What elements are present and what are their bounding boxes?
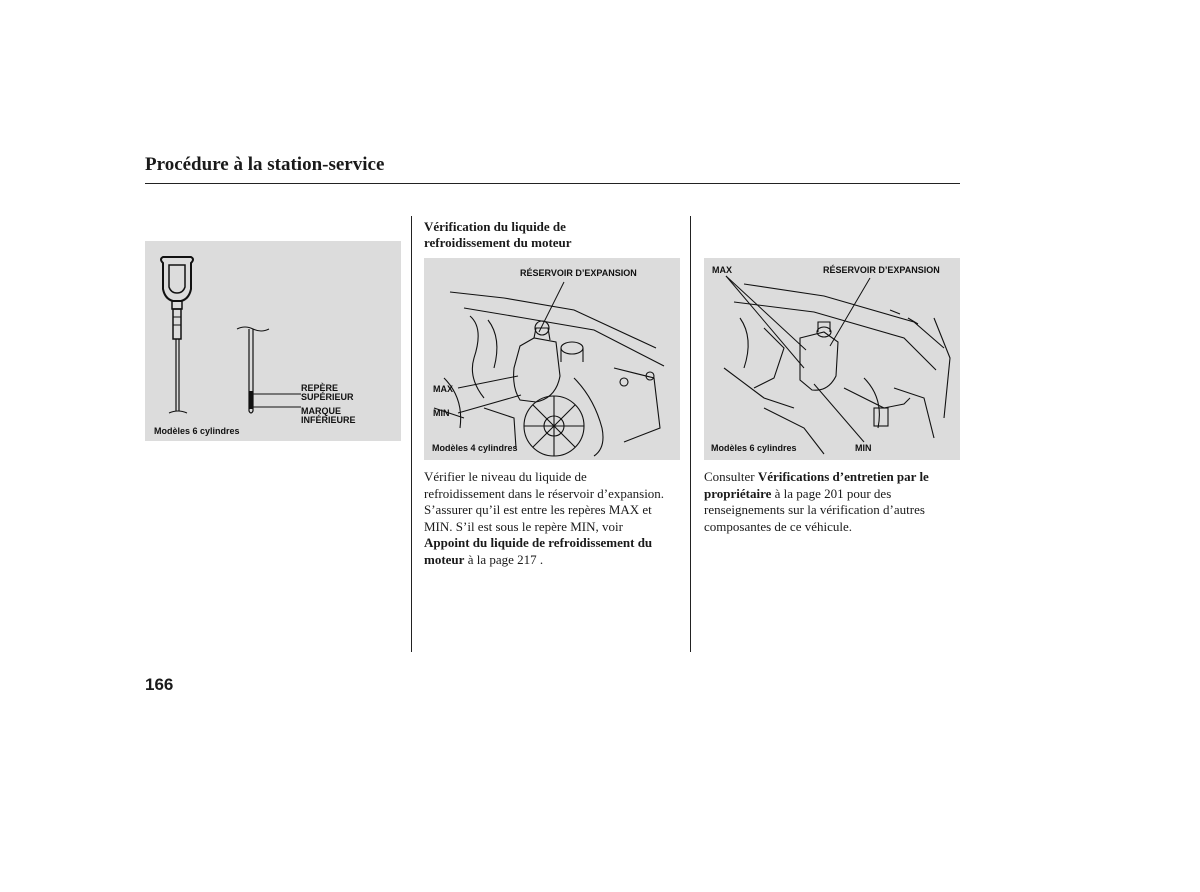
- coolant-text-line2: refroidissement dans le réservoir d’expansion.: [424, 485, 665, 501]
- coolant-text-line1: Vérifier le niveau du liquide de: [424, 469, 587, 484]
- coolant-4cyl-figure: [424, 258, 680, 460]
- upper-mark-label-2: SUPÉRIEUR: [301, 392, 354, 402]
- coolant-heading-line2: refroidissement du moteur: [424, 235, 572, 250]
- reservoir-label-6cyl: RÉSERVOIR D’EXPANSION: [823, 265, 940, 275]
- coolant-heading-line1: Vérification du liquide de: [424, 219, 566, 234]
- coolant-topup-link-cont[interactable]: moteur: [424, 551, 465, 567]
- upper-mark-label-1: REPÈRE: [301, 383, 339, 393]
- coolant-text-line4: MIN. S’il est sous le repère MIN, voir: [424, 518, 623, 534]
- maintenance-lead: Consulter: [704, 469, 758, 484]
- owner-checks-link[interactable]: Vérifications d’entretien par le: [757, 469, 929, 484]
- column-divider-left: [411, 216, 412, 652]
- min-label-6cyl: MIN: [855, 443, 872, 453]
- column-divider-right: [690, 216, 691, 652]
- max-label-4cyl: MAX: [433, 384, 453, 394]
- maintenance-page-ref: à la page 201 pour des: [771, 485, 892, 501]
- dipstick-figure: [145, 241, 401, 441]
- header-rule: [145, 183, 960, 184]
- engine-4cyl-illustration: [424, 258, 680, 460]
- maintenance-text-line3: renseignements sur la vérification d’autres: [704, 502, 925, 518]
- coolant-text-line3: S’assurer qu’il est entre les repères MAX et: [424, 502, 652, 518]
- dipstick-caption: Modèles 6 cylindres: [154, 426, 240, 436]
- coolant-heading: [424, 219, 572, 251]
- lower-mark-label-1: MARQUE: [301, 406, 341, 416]
- coolant-paragraph: [424, 469, 689, 569]
- coolant-topup-link[interactable]: Appoint du liquide de refroidissement du: [424, 535, 653, 551]
- maintenance-paragraph: [704, 469, 964, 535]
- engine-6cyl-illustration: [704, 258, 960, 460]
- section-title: Procédure à la station-service: [145, 154, 385, 175]
- max-label-6cyl: MAX: [712, 265, 732, 275]
- dipstick-illustration: [145, 241, 401, 441]
- page-number: 166: [145, 675, 174, 694]
- caption-4cyl: Modèles 4 cylindres: [432, 443, 518, 453]
- caption-6cyl: Modèles 6 cylindres: [711, 443, 797, 453]
- min-label-4cyl: MIN: [433, 408, 450, 418]
- reservoir-label-4cyl: RÉSERVOIR D’EXPANSION: [520, 268, 637, 278]
- coolant-page-ref: à la page 217 .: [464, 551, 544, 567]
- coolant-6cyl-figure: [704, 258, 960, 460]
- maintenance-text-line4: composantes de ce véhicule.: [704, 518, 852, 534]
- owner-checks-link-cont[interactable]: propriétaire: [704, 485, 772, 501]
- lower-mark-label-2: INFÉRIEURE: [301, 415, 356, 425]
